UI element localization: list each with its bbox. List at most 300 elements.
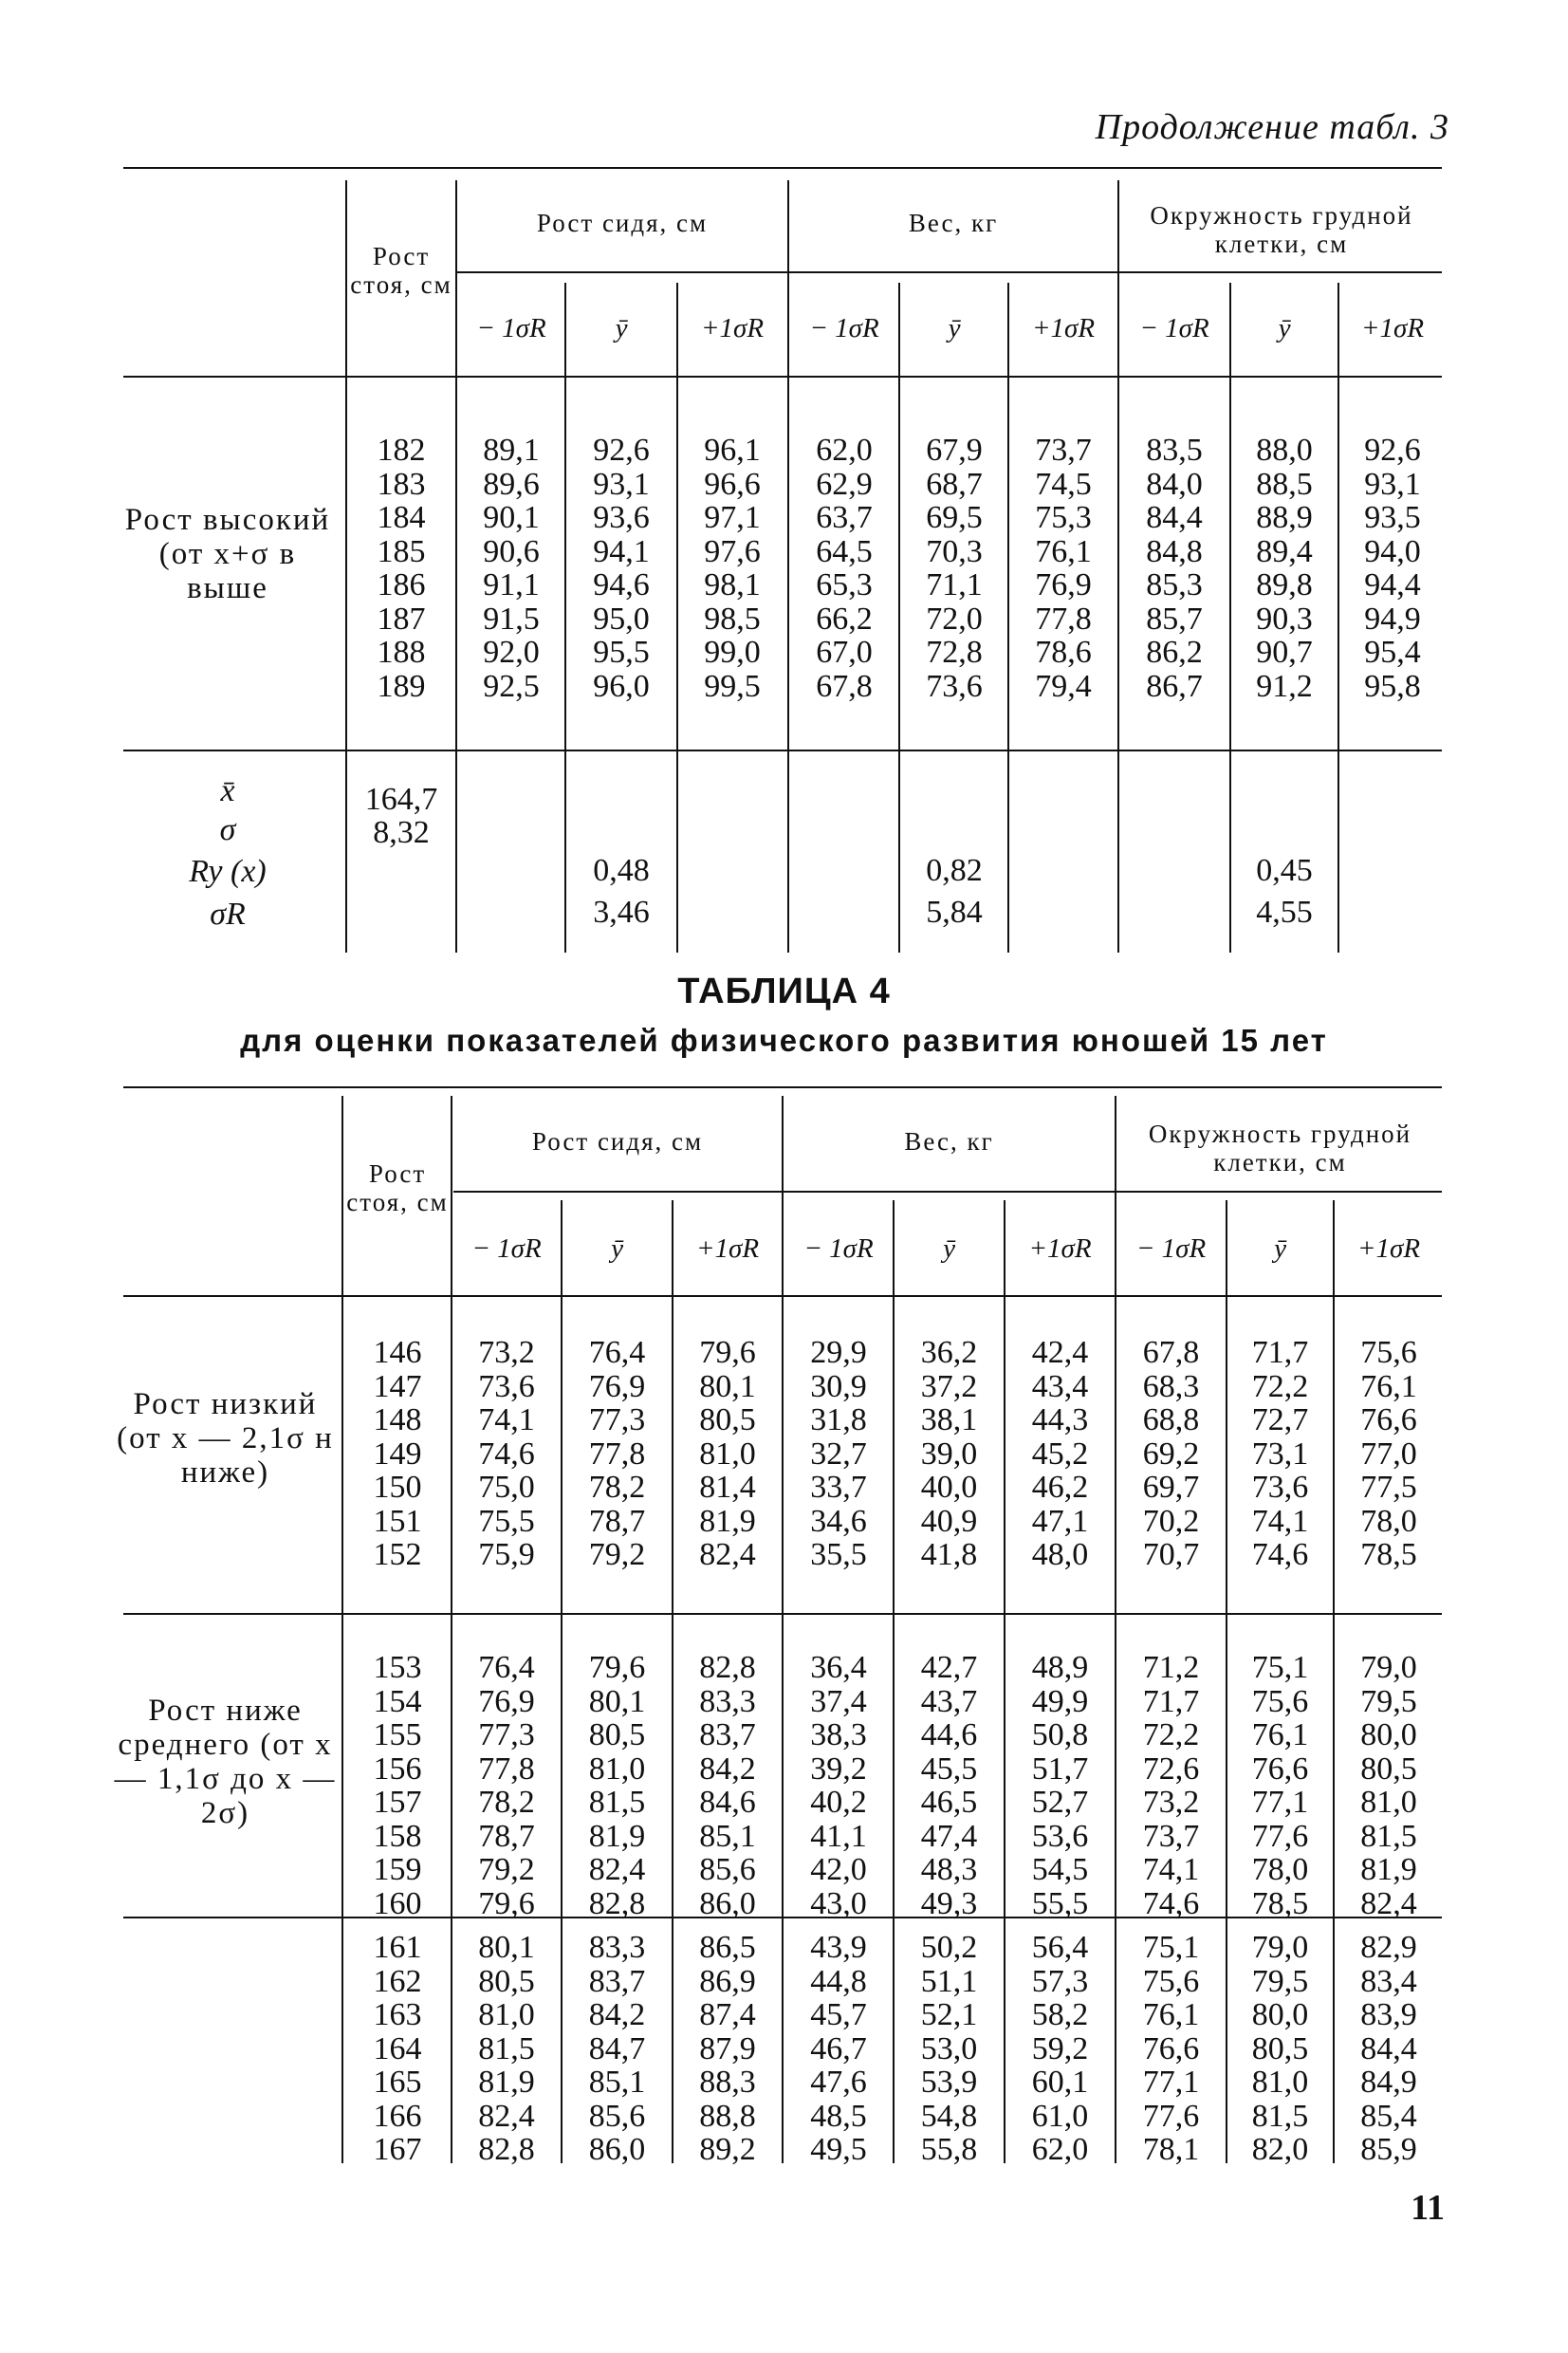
table-cell: 38,3 xyxy=(810,1717,867,1752)
table-cell: 57,3 xyxy=(1031,1963,1089,1999)
table-cell: 86,0 xyxy=(699,1885,756,1921)
rule xyxy=(1337,283,1339,953)
table-cell: 80,5 xyxy=(478,1963,535,1999)
stat-weight-sigma-r: 5,84 xyxy=(926,895,983,930)
col-w-plus xyxy=(1006,1931,1114,2167)
col-standing xyxy=(345,1651,450,1920)
table-cell: 50,2 xyxy=(920,1930,978,1965)
table-cell: 73,7 xyxy=(1035,433,1092,468)
table-cell: 84,7 xyxy=(588,2030,646,2066)
table-cell: 83,7 xyxy=(588,1963,646,1999)
table-cell: 78,7 xyxy=(478,1818,535,1854)
table-cell: 80,1 xyxy=(478,1930,535,1965)
header-w-plus: +1σR xyxy=(1028,1233,1092,1264)
table-cell: 165 xyxy=(373,2065,422,2100)
table-cell: 73,6 xyxy=(478,1368,535,1404)
table-cell: 81,9 xyxy=(699,1503,756,1539)
table-cell: 86,2 xyxy=(1146,635,1203,670)
col-sit-plus xyxy=(674,1651,781,1920)
table-cell: 182 xyxy=(377,433,426,468)
table-cell: 62,0 xyxy=(1031,2132,1089,2167)
rule xyxy=(893,1200,895,2163)
header-c-minus: − 1σR xyxy=(1135,1233,1207,1264)
table-cell: 81,5 xyxy=(588,1785,646,1820)
table-cell: 75,1 xyxy=(1251,1650,1309,1685)
table-cell: 89,4 xyxy=(1256,533,1313,569)
table-cell: 86,5 xyxy=(699,1930,756,1965)
table-cell: 93,6 xyxy=(593,500,650,535)
table-cell: 82,4 xyxy=(1360,1885,1417,1921)
col-sit-plus xyxy=(674,1931,781,2167)
table-cell: 79,6 xyxy=(699,1335,756,1370)
table-cell: 75,3 xyxy=(1035,500,1092,535)
table-cell: 83,3 xyxy=(588,1930,646,1965)
table-cell: 72,7 xyxy=(1251,1402,1309,1437)
table-cell: 79,0 xyxy=(1251,1930,1309,1965)
col-w-mean xyxy=(895,1931,1003,2167)
table-cell: 64,5 xyxy=(816,533,873,569)
rule xyxy=(672,1200,673,2163)
table-cell: 162 xyxy=(373,1963,422,1999)
table-cell: 95,8 xyxy=(1364,668,1421,704)
table-cell: 79,0 xyxy=(1360,1650,1417,1685)
col-sit-plus xyxy=(674,1336,781,1572)
table-cell: 56,4 xyxy=(1031,1930,1089,1965)
table-cell: 88,8 xyxy=(699,2098,756,2134)
table-cell: 52,7 xyxy=(1031,1785,1089,1820)
table-cell: 44,6 xyxy=(920,1717,978,1752)
col-c-plus xyxy=(1336,1651,1442,1920)
table-cell: 91,5 xyxy=(483,601,540,637)
col-w-plus xyxy=(1006,1651,1114,1920)
table-cell: 91,2 xyxy=(1256,668,1313,704)
table-cell: 80,0 xyxy=(1251,1997,1309,2032)
table-cell: 34,6 xyxy=(810,1503,867,1539)
rule xyxy=(898,283,900,953)
table-cell: 85,1 xyxy=(699,1818,756,1854)
table-cell: 75,9 xyxy=(478,1537,535,1572)
table-cell: 65,3 xyxy=(816,567,873,602)
table-cell: 90,7 xyxy=(1256,635,1313,670)
table-cell: 85,9 xyxy=(1360,2132,1417,2167)
table-cell: 52,1 xyxy=(920,1997,978,2032)
table-cell: 76,6 xyxy=(1360,1402,1417,1437)
table-cell: 47,6 xyxy=(810,2065,867,2100)
stat-chest-sigma-r: 4,55 xyxy=(1256,895,1313,930)
table-cell: 72,8 xyxy=(926,635,983,670)
col-c-mean xyxy=(1228,1336,1332,1572)
table-cell: 97,6 xyxy=(704,533,761,569)
table-cell: 67,9 xyxy=(926,433,983,468)
table-cell: 82,4 xyxy=(588,1852,646,1887)
table-cell: 86,9 xyxy=(699,1963,756,1999)
table-cell: 43,9 xyxy=(810,1930,867,1965)
table-cell: 76,1 xyxy=(1142,1997,1200,2032)
table-cell: 41,1 xyxy=(810,1818,867,1854)
table-cell: 82,8 xyxy=(699,1650,756,1685)
table-cell: 43,7 xyxy=(920,1683,978,1719)
header-w-mean: ȳ xyxy=(943,1233,955,1264)
table-cell: 73,2 xyxy=(1142,1785,1200,1820)
table-cell: 89,8 xyxy=(1256,567,1313,602)
table-cell: 157 xyxy=(373,1785,422,1820)
stat-sitting-sigma-r: 3,46 xyxy=(593,895,650,930)
table-cell: 74,1 xyxy=(1251,1503,1309,1539)
table-cell: 58,2 xyxy=(1031,1997,1089,2032)
table-cell: 30,9 xyxy=(810,1368,867,1404)
table-cell: 76,9 xyxy=(1035,567,1092,602)
table-cell: 47,4 xyxy=(920,1818,978,1854)
table-cell: 49,5 xyxy=(810,2132,867,2167)
table-cell: 78,6 xyxy=(1035,635,1092,670)
table-cell: 75,6 xyxy=(1360,1335,1417,1370)
rule xyxy=(451,1096,452,2163)
rule xyxy=(676,283,678,953)
rule xyxy=(564,283,566,953)
table-cell: 99,0 xyxy=(704,635,761,670)
col-w-plus xyxy=(1010,434,1116,703)
table-cell: 82,8 xyxy=(588,1885,646,1921)
table-cell: 158 xyxy=(373,1818,422,1854)
table-cell: 91,1 xyxy=(483,567,540,602)
table-cell: 78,1 xyxy=(1142,2132,1200,2167)
rule xyxy=(341,1096,343,2163)
table-cell: 72,2 xyxy=(1251,1368,1309,1404)
table-cell: 63,7 xyxy=(816,500,873,535)
table-cell: 94,4 xyxy=(1364,567,1421,602)
col-w-plus xyxy=(1006,1336,1114,1572)
table-cell: 98,1 xyxy=(704,567,761,602)
table-cell: 67,8 xyxy=(816,668,873,704)
col-c-mean xyxy=(1228,1651,1332,1920)
table-cell: 61,0 xyxy=(1031,2098,1089,2134)
table-cell: 83,9 xyxy=(1360,1997,1417,2032)
header-chest: Окружность грудной клетки, см xyxy=(1148,1120,1412,1176)
table-cell: 84,2 xyxy=(588,1997,646,2032)
table-cell: 53,0 xyxy=(920,2030,978,2066)
header-weight: Вес, кг xyxy=(908,209,999,237)
table-cell: 81,5 xyxy=(1360,1818,1417,1854)
table-cell: 48,0 xyxy=(1031,1537,1089,1572)
table-cell: 92,5 xyxy=(483,668,540,704)
table-cell: 77,8 xyxy=(1035,601,1092,637)
table-cell: 73,7 xyxy=(1142,1818,1200,1854)
table-cell: 79,2 xyxy=(478,1852,535,1887)
table-cell: 40,2 xyxy=(810,1785,867,1820)
header-standing: Рост стоя, см xyxy=(350,242,452,299)
header-weight: Вес, кг xyxy=(904,1127,994,1156)
table-cell: 81,4 xyxy=(699,1470,756,1505)
table-cell: 95,4 xyxy=(1364,635,1421,670)
table-cell: 83,7 xyxy=(699,1717,756,1752)
table-cell: 45,2 xyxy=(1031,1436,1089,1472)
table-cell: 80,1 xyxy=(588,1683,646,1719)
table-cell: 76,1 xyxy=(1251,1717,1309,1752)
col-c-minus xyxy=(1121,434,1227,703)
table-cell: 184 xyxy=(377,500,426,535)
table-cell: 82,4 xyxy=(699,1537,756,1572)
table-cell: 74,1 xyxy=(1142,1852,1200,1887)
table-cell: 54,8 xyxy=(920,2098,978,2134)
table-cell: 89,2 xyxy=(699,2132,756,2167)
table-cell: 79,6 xyxy=(478,1885,535,1921)
table-cell: 147 xyxy=(373,1368,422,1404)
table-cell: 187 xyxy=(377,601,426,637)
table-cell: 39,0 xyxy=(920,1436,978,1472)
table-cell: 77,0 xyxy=(1360,1436,1417,1472)
col-sit-minus xyxy=(454,1931,559,2167)
header-sit-mean: ȳ xyxy=(611,1233,623,1264)
table-cell: 36,2 xyxy=(920,1335,978,1370)
table-cell: 83,3 xyxy=(699,1683,756,1719)
table-cell: 69,2 xyxy=(1142,1436,1200,1472)
table-cell: 73,6 xyxy=(1251,1470,1309,1505)
table-cell: 185 xyxy=(377,533,426,569)
table-cell: 48,3 xyxy=(920,1852,978,1887)
table-cell: 37,2 xyxy=(920,1368,978,1404)
table-cell: 62,9 xyxy=(816,466,873,502)
rule xyxy=(123,750,1442,751)
table-cell: 62,0 xyxy=(816,433,873,468)
table-cell: 78,2 xyxy=(588,1470,646,1505)
table-cell: 189 xyxy=(377,668,426,704)
table-cell: 42,7 xyxy=(920,1650,978,1685)
table-cell: 59,2 xyxy=(1031,2030,1089,2066)
header-sit-mean: ȳ xyxy=(615,313,628,343)
rule xyxy=(123,376,1442,378)
table-cell: 150 xyxy=(373,1470,422,1505)
col-c-plus xyxy=(1336,1336,1442,1572)
table-cell: 80,5 xyxy=(1360,1751,1417,1787)
table-cell: 188 xyxy=(377,635,426,670)
table-cell: 96,0 xyxy=(593,668,650,704)
header-sit-minus: − 1σR xyxy=(476,313,546,343)
table-cell: 86,7 xyxy=(1146,668,1203,704)
table-cell: 151 xyxy=(373,1503,422,1539)
table-cell: 73,6 xyxy=(926,668,983,704)
table-cell: 77,6 xyxy=(1251,1818,1309,1854)
table-cell: 80,5 xyxy=(1251,2030,1309,2066)
table-cell: 96,6 xyxy=(704,466,761,502)
stat-label-mean: x̄ xyxy=(220,773,235,808)
table-cell: 149 xyxy=(373,1436,422,1472)
table-cell: 68,7 xyxy=(926,466,983,502)
table-cell: 80,5 xyxy=(588,1717,646,1752)
col-c-minus xyxy=(1117,1651,1225,1920)
table-cell: 81,0 xyxy=(588,1751,646,1787)
table-cell: 67,8 xyxy=(1142,1335,1200,1370)
col-sit-minus xyxy=(454,1651,559,1920)
table-cell: 94,9 xyxy=(1364,601,1421,637)
table-cell: 49,3 xyxy=(920,1885,978,1921)
header-sitting: Рост сидя, см xyxy=(536,209,709,237)
col-sit-mean xyxy=(563,1651,671,1920)
table-cell: 76,6 xyxy=(1142,2030,1200,2066)
table-cell: 32,7 xyxy=(810,1436,867,1472)
table-cell: 36,4 xyxy=(810,1650,867,1685)
table-cell: 79,6 xyxy=(588,1650,646,1685)
table-cell: 83,5 xyxy=(1146,433,1203,468)
table-cell: 44,8 xyxy=(810,1963,867,1999)
table-cell: 80,1 xyxy=(699,1368,756,1404)
table-cell: 90,1 xyxy=(483,500,540,535)
rule xyxy=(455,271,1442,273)
col-w-minus xyxy=(785,1651,892,1920)
table-cell: 99,5 xyxy=(704,668,761,704)
table-cell: 45,7 xyxy=(810,1997,867,2032)
rule xyxy=(561,1200,563,2163)
table-cell: 46,2 xyxy=(1031,1470,1089,1505)
page-number: 11 xyxy=(1411,2188,1445,2228)
table-cell: 49,9 xyxy=(1031,1683,1089,1719)
table-cell: 75,0 xyxy=(478,1470,535,1505)
table-cell: 70,2 xyxy=(1142,1503,1200,1539)
table-cell: 48,9 xyxy=(1031,1650,1089,1685)
table-cell: 71,1 xyxy=(926,567,983,602)
rule xyxy=(1117,180,1119,953)
table-cell: 68,3 xyxy=(1142,1368,1200,1404)
rule xyxy=(1115,1096,1116,2163)
table-cell: 70,7 xyxy=(1142,1537,1200,1572)
col-w-minus xyxy=(791,434,897,703)
rule xyxy=(1007,283,1009,953)
table-cell: 73,2 xyxy=(478,1335,535,1370)
table-cell: 84,2 xyxy=(699,1751,756,1787)
table-cell: 167 xyxy=(373,2132,422,2167)
table-cell: 76,1 xyxy=(1035,533,1092,569)
table-cell: 85,3 xyxy=(1146,567,1203,602)
table-cell: 95,0 xyxy=(593,601,650,637)
table-cell: 29,9 xyxy=(810,1335,867,1370)
table-cell: 89,1 xyxy=(483,433,540,468)
table-cell: 73,1 xyxy=(1251,1436,1309,1472)
table-cell: 164 xyxy=(373,2030,422,2066)
col-w-mean xyxy=(895,1651,1003,1920)
table-cell: 94,6 xyxy=(593,567,650,602)
table-cell: 163 xyxy=(373,1997,422,2032)
table-cell: 88,0 xyxy=(1256,433,1313,468)
col-sit-mean xyxy=(563,1336,671,1572)
table-cell: 82,9 xyxy=(1360,1930,1417,1965)
table-cell: 88,9 xyxy=(1256,500,1313,535)
header-sitting: Рост сидя, см xyxy=(531,1127,704,1156)
table-cell: 74,6 xyxy=(478,1436,535,1472)
stat-label-sigma: σ xyxy=(219,812,236,847)
table-cell: 82,8 xyxy=(478,2132,535,2167)
table-cell: 93,1 xyxy=(593,466,650,502)
table-cell: 81,0 xyxy=(1360,1785,1417,1820)
table-cell: 76,4 xyxy=(478,1650,535,1685)
header-standing: Рост стоя, см xyxy=(346,1159,449,1216)
table-cell: 74,1 xyxy=(478,1402,535,1437)
col-standing xyxy=(345,1336,450,1572)
table-cell: 85,7 xyxy=(1146,601,1203,637)
table-cell: 84,4 xyxy=(1146,500,1203,535)
table-cell: 89,6 xyxy=(483,466,540,502)
col-w-mean xyxy=(895,1336,1003,1572)
table-cell: 186 xyxy=(377,567,426,602)
table-cell: 93,1 xyxy=(1364,466,1421,502)
table-cell: 76,4 xyxy=(588,1335,646,1370)
table-cell: 53,9 xyxy=(920,2065,978,2100)
table-cell: 38,1 xyxy=(920,1402,978,1437)
table-cell: 78,0 xyxy=(1360,1503,1417,1539)
table-cell: 77,6 xyxy=(1142,2098,1200,2134)
table-cell: 78,5 xyxy=(1360,1537,1417,1572)
table-cell: 79,2 xyxy=(588,1537,646,1572)
table-cell: 81,9 xyxy=(1360,1852,1417,1887)
header-c-mean: ȳ xyxy=(1274,1233,1286,1264)
header-w-minus: − 1σR xyxy=(803,1233,874,1264)
table-cell: 74,6 xyxy=(1142,1885,1200,1921)
table-cell: 71,7 xyxy=(1142,1683,1200,1719)
table-cell: 152 xyxy=(373,1537,422,1572)
col-sit-mean xyxy=(563,1931,671,2167)
table-cell: 154 xyxy=(373,1683,422,1719)
table-cell: 47,1 xyxy=(1031,1503,1089,1539)
table-cell: 85,6 xyxy=(588,2098,646,2134)
table-cell: 84,6 xyxy=(699,1785,756,1820)
table-cell: 69,7 xyxy=(1142,1470,1200,1505)
stat-chest-r: 0,45 xyxy=(1256,853,1313,888)
table-cell: 46,7 xyxy=(810,2030,867,2066)
table-cell: 183 xyxy=(377,466,426,502)
rule xyxy=(1333,1200,1335,2163)
table-cell: 41,8 xyxy=(920,1537,978,1572)
table-cell: 85,1 xyxy=(588,2065,646,2100)
table-cell: 75,6 xyxy=(1251,1683,1309,1719)
group-tall: Рост высокий (от x+σ в выше xyxy=(124,503,331,605)
table-cell: 88,5 xyxy=(1256,466,1313,502)
table-cell: 92,0 xyxy=(483,635,540,670)
table-cell: 35,5 xyxy=(810,1537,867,1572)
header-w-minus: − 1σR xyxy=(809,313,879,343)
table-cell: 81,0 xyxy=(1251,2065,1309,2100)
table-cell: 156 xyxy=(373,1751,422,1787)
table-cell: 148 xyxy=(373,1402,422,1437)
table-cell: 77,5 xyxy=(1360,1470,1417,1505)
header-sit-plus: +1σR xyxy=(695,1233,760,1264)
table-cell: 76,6 xyxy=(1251,1751,1309,1787)
col-c-mean xyxy=(1228,1931,1332,2167)
table-cell: 146 xyxy=(373,1335,422,1370)
col-standing xyxy=(345,1931,450,2167)
table-cell: 42,0 xyxy=(810,1852,867,1887)
header-w-mean: ȳ xyxy=(948,313,961,343)
table-cell: 82,0 xyxy=(1251,2132,1309,2167)
table-cell: 79,5 xyxy=(1251,1963,1309,1999)
col-standing xyxy=(349,434,453,703)
table-cell: 40,9 xyxy=(920,1503,978,1539)
table-cell: 93,5 xyxy=(1364,500,1421,535)
header-c-plus: +1σR xyxy=(1356,1233,1421,1264)
table-cell: 92,6 xyxy=(1364,433,1421,468)
rule xyxy=(1229,283,1231,953)
table-cell: 78,0 xyxy=(1251,1852,1309,1887)
header-sit-minus: − 1σR xyxy=(471,1233,542,1264)
table-cell: 153 xyxy=(373,1650,422,1685)
table-cell: 98,5 xyxy=(704,601,761,637)
table-cell: 42,4 xyxy=(1031,1335,1089,1370)
col-w-mean xyxy=(901,434,1007,703)
table-cell: 78,2 xyxy=(478,1785,535,1820)
table-cell: 80,0 xyxy=(1360,1717,1417,1752)
stat-label-sigma-r: σR xyxy=(210,897,246,932)
table-cell: 84,9 xyxy=(1360,2065,1417,2100)
table-cell: 75,5 xyxy=(478,1503,535,1539)
table-cell: 85,6 xyxy=(699,1852,756,1887)
table-cell: 87,4 xyxy=(699,1997,756,2032)
